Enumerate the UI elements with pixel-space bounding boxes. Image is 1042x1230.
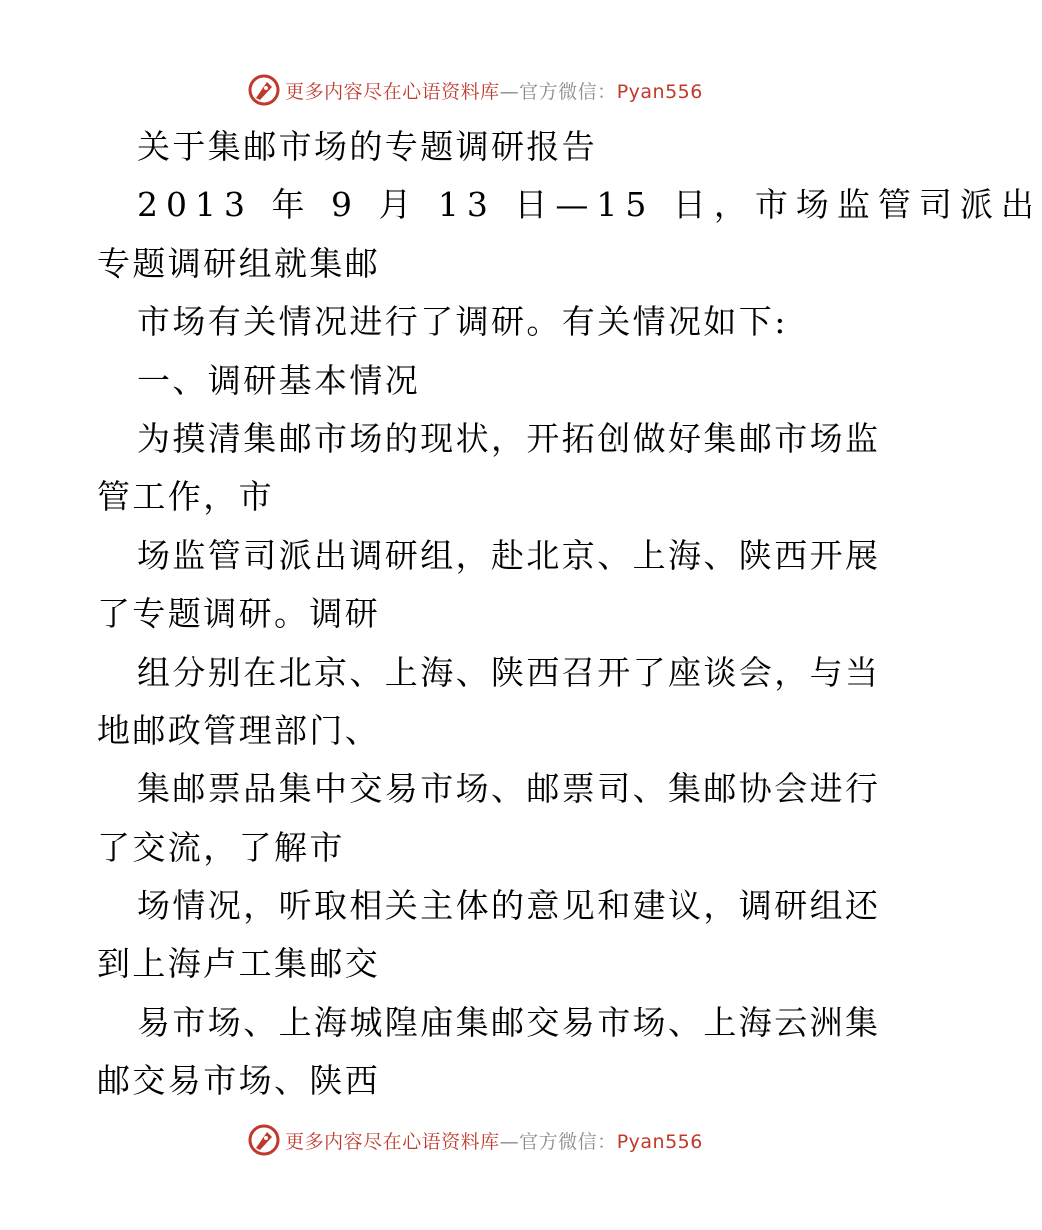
watermark-main: 更多内容尽在心语资料库	[285, 1130, 500, 1153]
watermark-logo-wrap	[247, 73, 703, 107]
footer-watermark	[0, 1120, 950, 1160]
paragraph-line: 场情况，听取相关主体的意见和建议，调研组还	[137, 886, 881, 926]
pen-nib-logo-icon	[247, 73, 281, 107]
paragraph-line: 为摸清集邮市场的现状，开拓创做好集邮市场监	[137, 418, 881, 458]
paragraph-line: 组分别在北京、上海、陕西召开了座谈会，与当	[137, 652, 881, 692]
watermark-text	[285, 77, 703, 104]
watermark-logo-wrap	[247, 1123, 703, 1157]
paragraph-line: 易市场、上海城隍庙集邮交易市场、上海云洲集	[137, 1002, 881, 1042]
paragraph-line: 地邮政管理部门、	[97, 710, 381, 750]
paragraph-line: 到上海卢工集邮交	[97, 944, 381, 984]
watermark-id: Pyan556	[616, 80, 703, 103]
paragraph-line: 场监管司派出调研组，赴北京、上海、陕西开展	[137, 535, 881, 575]
watermark-text	[285, 1127, 703, 1154]
watermark-id: Pyan556	[616, 1130, 703, 1153]
document-title: 关于集邮市场的专题调研报告	[137, 127, 598, 166]
paragraph-line: 2013 年 9 月 13 日—15 日，市场监管司派出	[137, 185, 1042, 225]
paragraph-line: 市场有关情况进行了调研。有关情况如下:	[137, 302, 788, 342]
paragraph-line: 了专题调研。调研	[97, 594, 381, 634]
watermark-main: 更多内容尽在心语资料库	[285, 80, 500, 103]
header-watermark	[0, 70, 950, 110]
pen-nib-logo-icon	[247, 1123, 281, 1157]
watermark-separator: —官方微信：	[499, 1130, 617, 1153]
paragraph-line: 管工作，市	[97, 477, 274, 517]
paragraph-line: 集邮票品集中交易市场、邮票司、集邮协会进行	[137, 769, 881, 809]
paragraph-line: 专题调研组就集邮	[97, 243, 381, 283]
document-body	[97, 118, 1042, 1111]
paragraph-line: 了交流，了解市	[97, 827, 345, 867]
watermark-separator: —官方微信：	[499, 80, 617, 103]
section-heading: 一、调研基本情况	[137, 360, 421, 400]
paragraph-line: 邮交易市场、陕西	[97, 1061, 381, 1101]
